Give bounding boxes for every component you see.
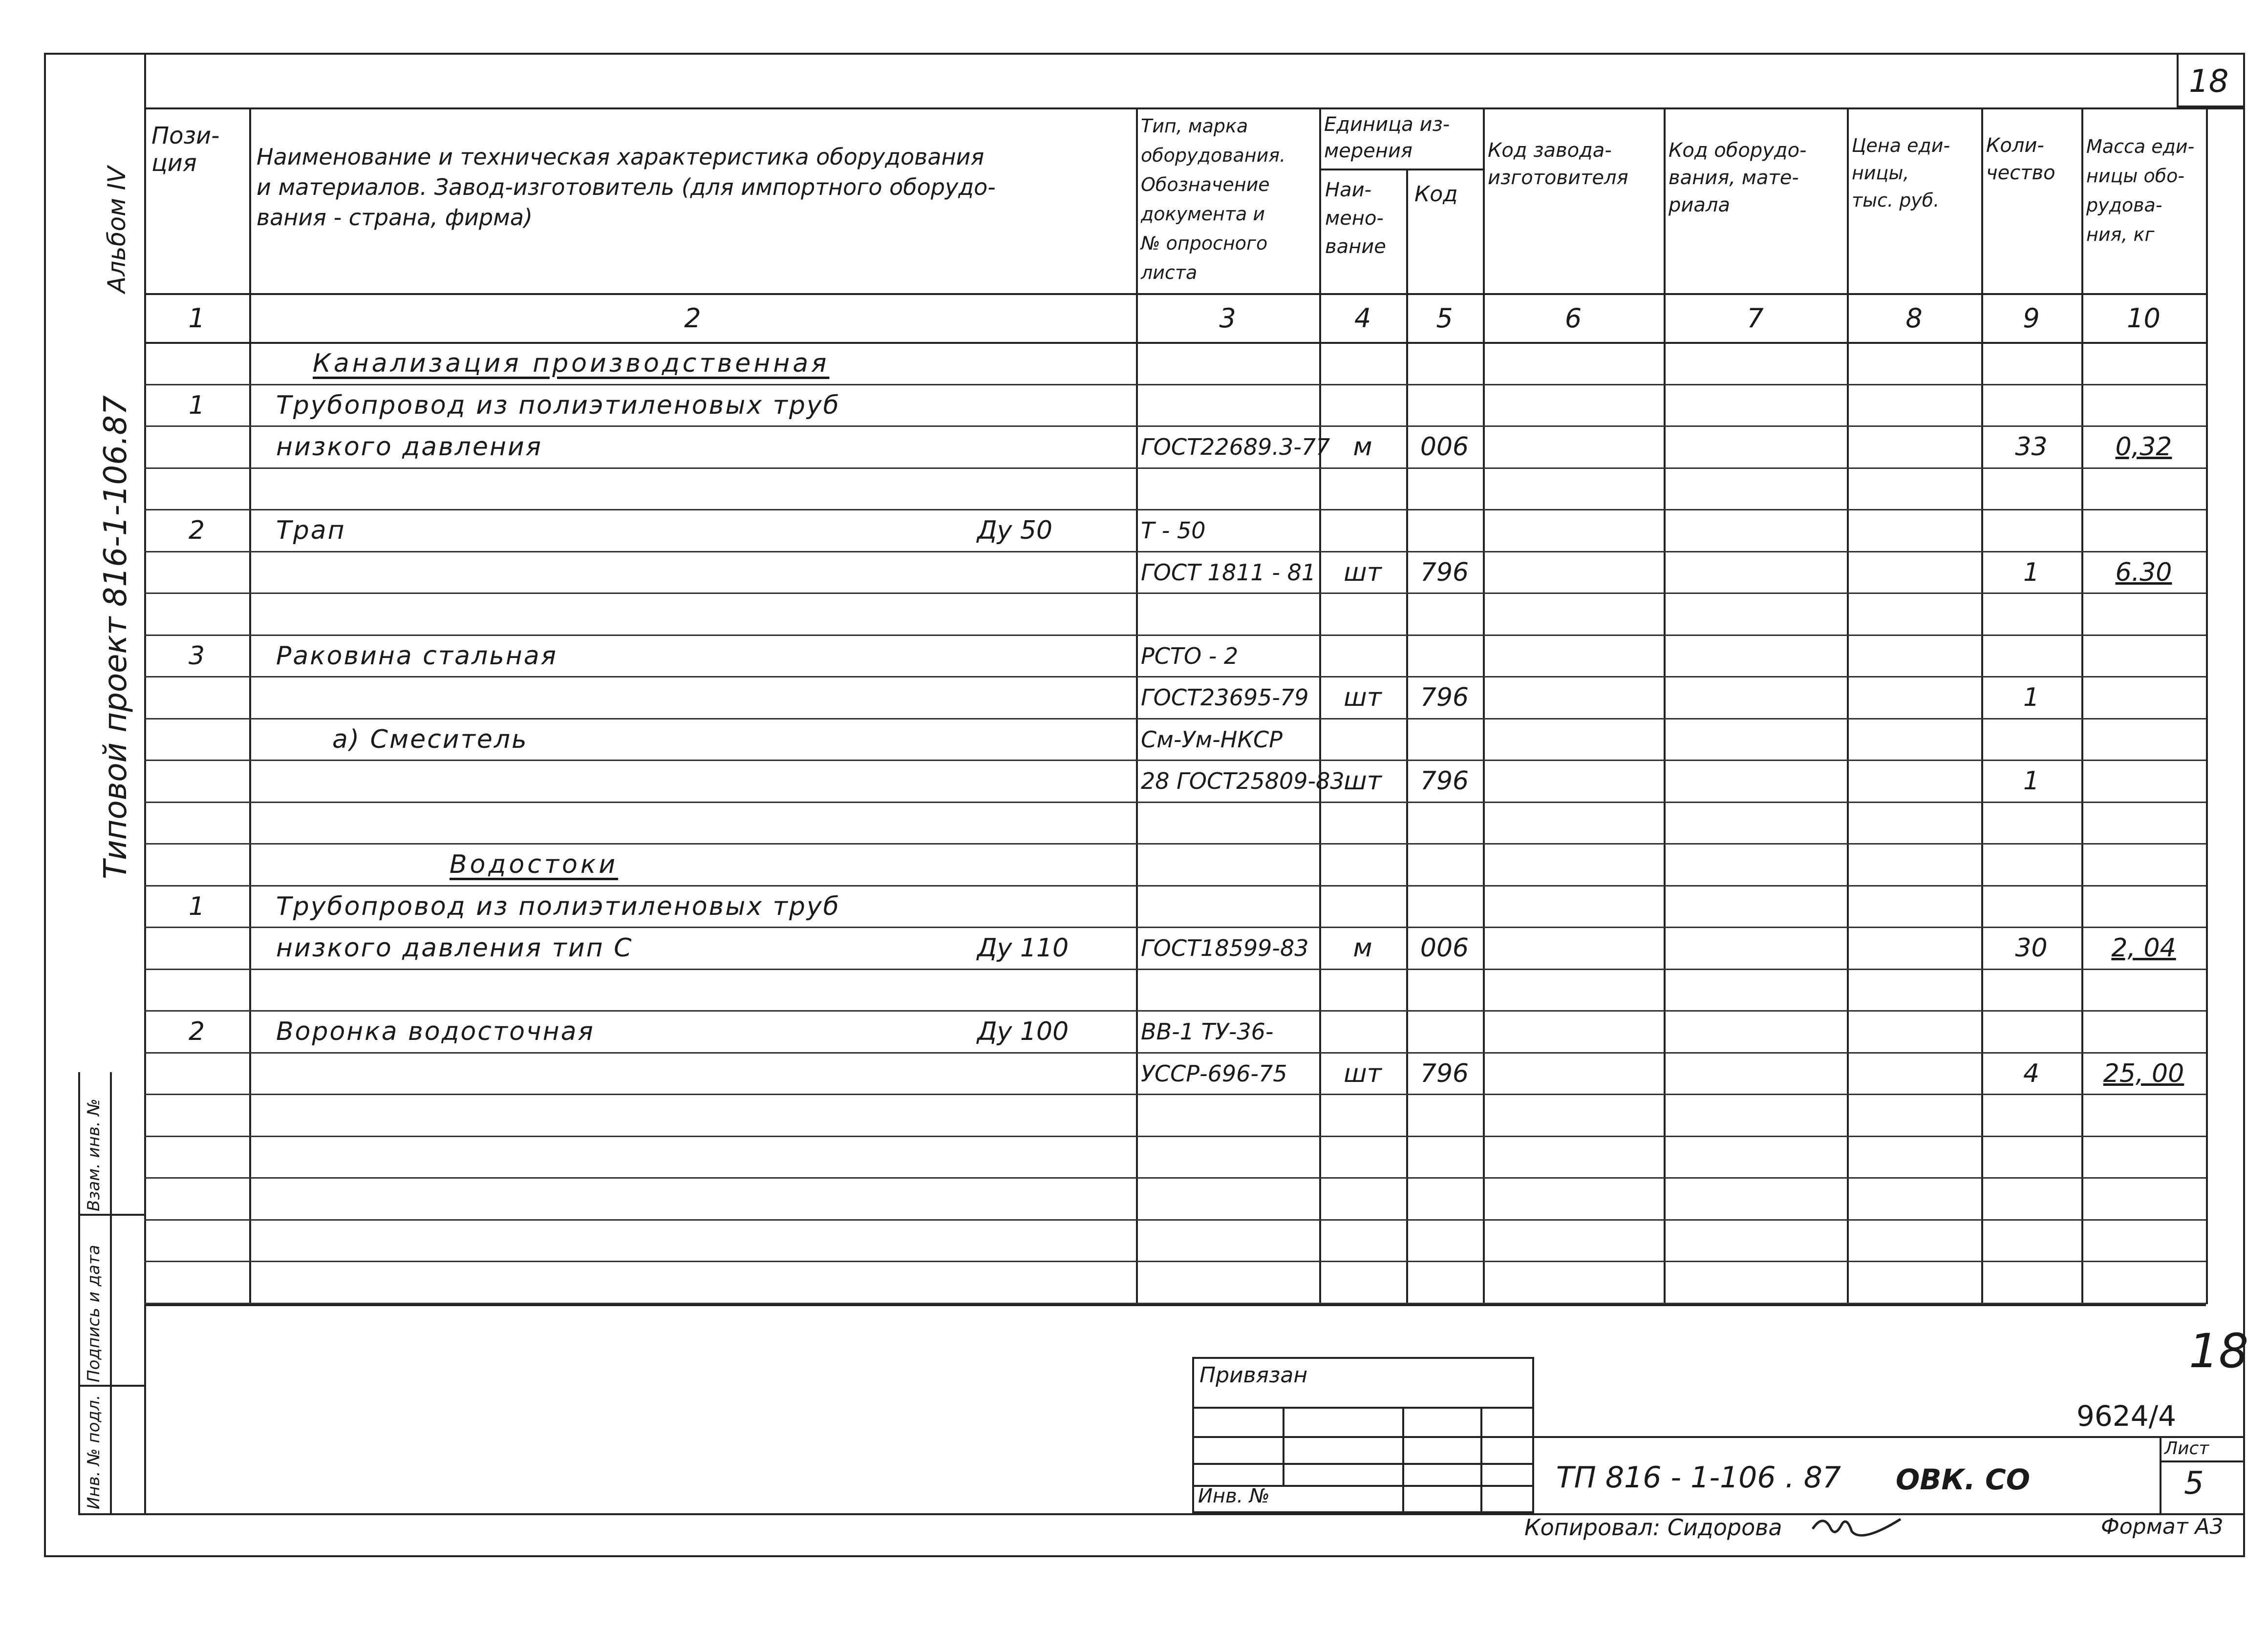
list-box-left — [2160, 1436, 2161, 1513]
col-line-4 — [1406, 169, 1408, 1304]
row-name: Раковина стальная — [276, 641, 558, 671]
bottom-inner-line — [78, 1513, 2245, 1515]
empty-row-line — [144, 1303, 2206, 1304]
empty-row-line — [144, 1177, 2206, 1179]
col-line-2 — [1136, 107, 1138, 1304]
top-page-number: 18 — [2189, 63, 2229, 100]
row-unit-code: 796 — [1420, 683, 1469, 712]
header-unit-name: Наи- мено- вание — [1325, 179, 1386, 258]
margin-sep-v — [110, 1072, 112, 1513]
row-dn: Ду 100 — [977, 1017, 1069, 1046]
row-line — [144, 927, 2206, 928]
colnum-3: 3 — [1219, 303, 1236, 334]
row-name: Трап — [276, 516, 346, 545]
row-name: а) Смеситель — [332, 724, 528, 754]
header-price: Цена еди- ницы, тыс. руб. — [1852, 135, 1950, 211]
privyazan-label: Привязан — [1199, 1363, 1308, 1388]
row-position: 2 — [188, 1017, 205, 1046]
row-line — [144, 885, 2206, 887]
row-unit: шт — [1344, 1058, 1382, 1088]
row-unit-code: 006 — [1420, 432, 1469, 462]
colnum-6: 6 — [1564, 303, 1582, 334]
row-position: 1 — [188, 390, 205, 420]
row-unit-code: 796 — [1420, 557, 1469, 587]
row-line — [144, 843, 2206, 845]
header-mass: Масса еди- ницы обо- рудова- ния, кг — [2086, 136, 2195, 245]
document-code: ТП 816 - 1-106 . 87 — [1556, 1460, 1841, 1495]
colnum-8: 8 — [1905, 303, 1923, 334]
title-block-top — [1534, 1436, 2245, 1438]
section-heading: Канализация производственная — [313, 349, 830, 378]
copied-by: Копировал: Сидорова — [1524, 1514, 1782, 1541]
header-equipment-code: Код оборудо- вания, мате- риала — [1669, 139, 1807, 216]
section-code: ОВК. СО — [1896, 1463, 2031, 1496]
row-name: низкого давления — [276, 432, 543, 462]
row-type: См-Ум-НКСР — [1141, 726, 1283, 753]
row-line — [144, 969, 2206, 970]
header-unit-code: Код — [1414, 182, 1458, 207]
row-type: ГОСТ18599-83 — [1141, 935, 1309, 961]
row-mass: 2, 04 — [2111, 933, 2176, 963]
row-line — [144, 718, 2206, 719]
row-quantity: 33 — [2015, 432, 2048, 462]
inv-podl-label: Инв. № подл. — [84, 1395, 104, 1509]
row-unit-code: 796 — [1420, 766, 1469, 796]
col-line-5 — [1483, 107, 1485, 1304]
row-type: РСТО - 2 — [1141, 642, 1239, 669]
row-quantity: 1 — [2023, 766, 2040, 796]
row-position: 1 — [188, 891, 205, 921]
big-page-number: 18 — [2189, 1324, 2249, 1378]
row-name: Трубопровод из полиэтиленовых труб — [276, 891, 840, 921]
row-line — [144, 425, 2206, 427]
colnum-5: 5 — [1436, 303, 1453, 334]
list-label: Лист — [2164, 1438, 2209, 1459]
table-top-line — [144, 107, 2245, 109]
row-unit: шт — [1344, 683, 1382, 712]
row-line — [144, 551, 2206, 552]
row-dn: Ду 50 — [977, 516, 1053, 545]
colnum-10: 10 — [2127, 303, 2161, 334]
section-heading: Водостоки — [449, 850, 619, 879]
privyazan-col-1 — [1283, 1407, 1284, 1485]
format-label: Формат А3 — [2101, 1514, 2224, 1539]
project-label: Типовой проект 816-1-106.87 — [98, 395, 134, 879]
row-position: 2 — [188, 516, 205, 545]
header-factory-code: Код завода- изготовителя — [1488, 139, 1628, 189]
row-type: ГОСТ 1811 - 81 — [1141, 559, 1316, 586]
row-line — [144, 676, 2206, 677]
list-box-mid — [2160, 1460, 2245, 1462]
row-line — [144, 384, 2206, 385]
header-type: Тип, марка оборудования. Обозначение документа и № опросного листа — [1141, 115, 1286, 283]
row-type: ГОСТ23695-79 — [1141, 684, 1309, 711]
row-quantity: 1 — [2023, 557, 2040, 587]
colnum-9: 9 — [2023, 303, 2040, 334]
row-line — [144, 1052, 2206, 1054]
privyazan-row-2 — [1192, 1436, 1534, 1438]
empty-row-line — [144, 1261, 2206, 1262]
archive-number: 9624/4 — [2076, 1399, 2177, 1433]
album-label: Альбом IV — [103, 166, 131, 293]
privyazan-col-2 — [1402, 1407, 1404, 1513]
row-quantity: 30 — [2015, 933, 2048, 963]
privyazan-row-1 — [1192, 1407, 1534, 1409]
row-unit-code: 796 — [1420, 1058, 1469, 1088]
inv-no-label: Инв. № — [1198, 1485, 1270, 1507]
row-line — [144, 802, 2206, 803]
header-position: Пози- ция — [151, 122, 220, 177]
bottom-left-strip-line — [78, 1072, 80, 1513]
privyazan-row-3 — [1192, 1463, 1534, 1465]
empty-row-line — [144, 1136, 2206, 1137]
row-line — [144, 592, 2206, 594]
vzam-inv-label: Взам. инв. № — [84, 1099, 104, 1211]
col-line-1 — [249, 107, 251, 1304]
header-bottom-line — [144, 293, 2206, 295]
colnum-2: 2 — [684, 303, 701, 334]
row-line — [144, 760, 2206, 761]
table-bottom-line — [144, 1304, 2206, 1306]
colnum-1: 1 — [188, 303, 205, 334]
row-unit: шт — [1344, 766, 1382, 796]
colnum-4: 4 — [1354, 303, 1371, 334]
row-mass: 25, 00 — [2103, 1058, 2184, 1088]
row-mass: 0,32 — [2115, 432, 2172, 462]
row-line — [144, 509, 2206, 510]
row-mass: 6.30 — [2115, 557, 2172, 587]
row-line — [144, 467, 2206, 469]
header-name: Наименование и техническая характеристика оборудования и материалов. Завод-изготовитель (для импортного оборудо- вания - страна, фирма) — [257, 144, 996, 231]
col-line-6 — [1664, 107, 1666, 1304]
unit-split-line — [1319, 169, 1483, 170]
row-type: Т - 50 — [1141, 517, 1206, 544]
header-unit: Единица из- мерения — [1324, 113, 1450, 162]
list-number: 5 — [2184, 1465, 2204, 1502]
header-quantity: Коли- чество — [1986, 134, 2055, 184]
row-line — [144, 1010, 2206, 1012]
row-quantity: 1 — [2023, 683, 2040, 712]
row-unit: м — [1353, 933, 1372, 963]
row-quantity: 4 — [2023, 1058, 2040, 1088]
row-unit: м — [1353, 432, 1372, 462]
row-type: ГОСТ22689.3-77 — [1141, 434, 1330, 460]
row-name: Трубопровод из полиэтиленовых труб — [276, 390, 840, 420]
empty-row-line — [144, 1219, 2206, 1221]
colnum-bottom-line — [144, 342, 2206, 344]
left-strip-line — [144, 53, 146, 1513]
row-name: Воронка водосточная — [276, 1017, 595, 1046]
row-line — [144, 635, 2206, 636]
row-unit-code: 006 — [1420, 933, 1469, 963]
row-line — [144, 1094, 2206, 1095]
row-dn: Ду 110 — [977, 933, 1069, 963]
row-position: 3 — [188, 641, 205, 671]
row-name: низкого давления тип С — [276, 933, 633, 963]
col-line-7 — [1847, 107, 1849, 1304]
row-unit: шт — [1344, 557, 1382, 587]
row-type: УССР-696-75 — [1141, 1060, 1287, 1087]
row-type: ВВ-1 ТУ-36- — [1141, 1018, 1274, 1045]
col-line-9 — [2081, 107, 2083, 1304]
privyazan-col-3 — [1480, 1407, 1482, 1513]
table-right-line — [2206, 107, 2208, 1304]
colnum-7: 7 — [1747, 303, 1764, 334]
row-type: 28 ГОСТ25809-83 — [1141, 768, 1345, 794]
signature-date-label: Подпись и дата — [84, 1245, 104, 1382]
signature-mark — [1808, 1509, 1905, 1548]
